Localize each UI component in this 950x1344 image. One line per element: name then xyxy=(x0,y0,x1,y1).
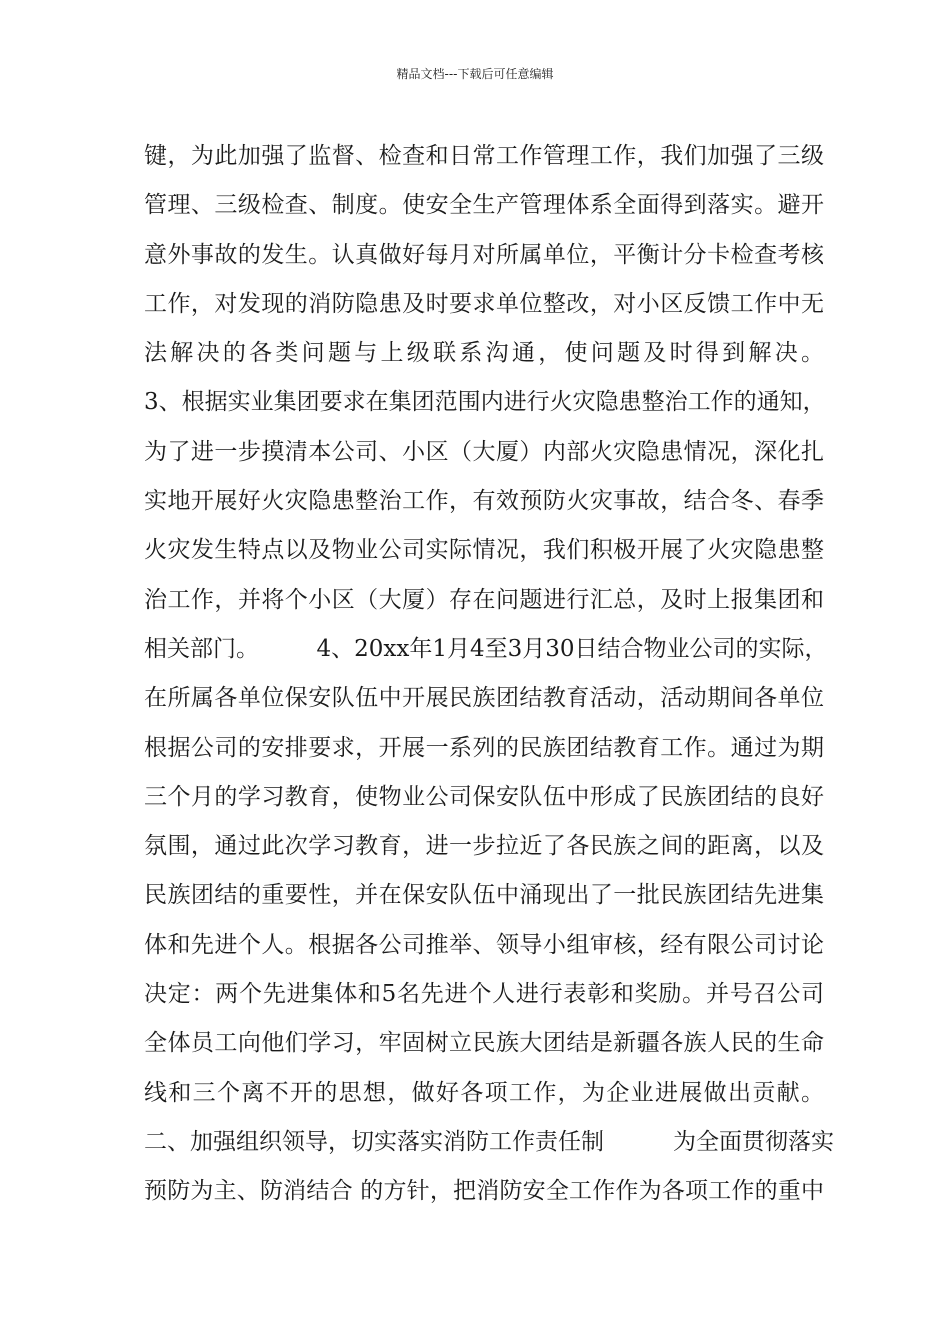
text-line: 氛围，通过此次学习教育，进一步拉近了各民族之间的距离，以及 xyxy=(144,833,824,860)
text-line: 三个月的学习教育，使物业公司保安队伍中形成了民族团结的良好 xyxy=(144,783,824,810)
text-line: 为了进一步摸清本公司、小区（大厦）内部火灾隐患情况，深化扎 xyxy=(144,438,824,465)
text-line: 全体员工向他们学习，牢固树立民族大团结是新疆各族人民的生命 xyxy=(144,1030,824,1057)
text-line: 线和三个离不开的思想，做好各项工作，为企业进展做出贡献。 xyxy=(144,1079,824,1106)
text-line: 体和先进个人。根据各公司推举、领导小组审核，经有限公司讨论 xyxy=(144,931,824,958)
text-line: 决定：两个先进集体和5名先进个人进行表彰和奖励。并号召公司 xyxy=(144,981,824,1008)
text-line: 民族团结的重要性，并在保安队伍中涌现出了一批民族团结先进集 xyxy=(144,882,824,909)
text-line: 根据公司的安排要求，开展一系列的民族团结教育工作。通过为期 xyxy=(144,734,824,761)
text-line: 工作，对发现的消防隐患及时要求单位整改，对小区反馈工作中无 xyxy=(144,290,824,317)
text-line: 二、加强组织领导，切实落实消防工作责任制 为全面贯彻落实 xyxy=(144,1128,834,1155)
page-header: 精品文档---下载后可任意编辑 xyxy=(396,67,554,81)
text-line: 实地开展好火灾隐患整治工作，有效预防火灾事故，结合冬、春季 xyxy=(144,488,824,515)
text-line: 预防为主、防消结合 的方针，把消防安全工作作为各项工作的重中 xyxy=(144,1178,824,1205)
document-body xyxy=(144,132,834,1217)
text-line: 相关部门。 4、20xx年1月4至3月30日结合物业公司的实际， xyxy=(144,635,828,662)
text-line: 3、根据实业集团要求在集团范围内进行火灾隐患整治工作的通知， xyxy=(144,389,826,416)
text-line: 管理、三级检查、制度。使安全生产管理体系全面得到落实。避开 xyxy=(144,192,824,219)
text-line: 火灾发生特点以及物业公司实际情况，我们积极开展了火灾隐患整 xyxy=(144,537,824,564)
text-line: 法解决的各类问题与上级联系沟通，使问题及时得到解决。 xyxy=(144,340,824,367)
text-line: 在所属各单位保安队伍中开展民族团结教育活动，活动期间各单位 xyxy=(144,685,824,712)
text-line: 治工作，并将个小区（大厦）存在问题进行汇总，及时上报集团和 xyxy=(144,586,824,613)
text-line: 键，为此加强了监督、检查和日常工作管理工作，我们加强了三级 xyxy=(144,143,824,169)
text-line: 意外事故的发生。认真做好每月对所属单位，平衡计分卡检查考核 xyxy=(144,241,824,268)
